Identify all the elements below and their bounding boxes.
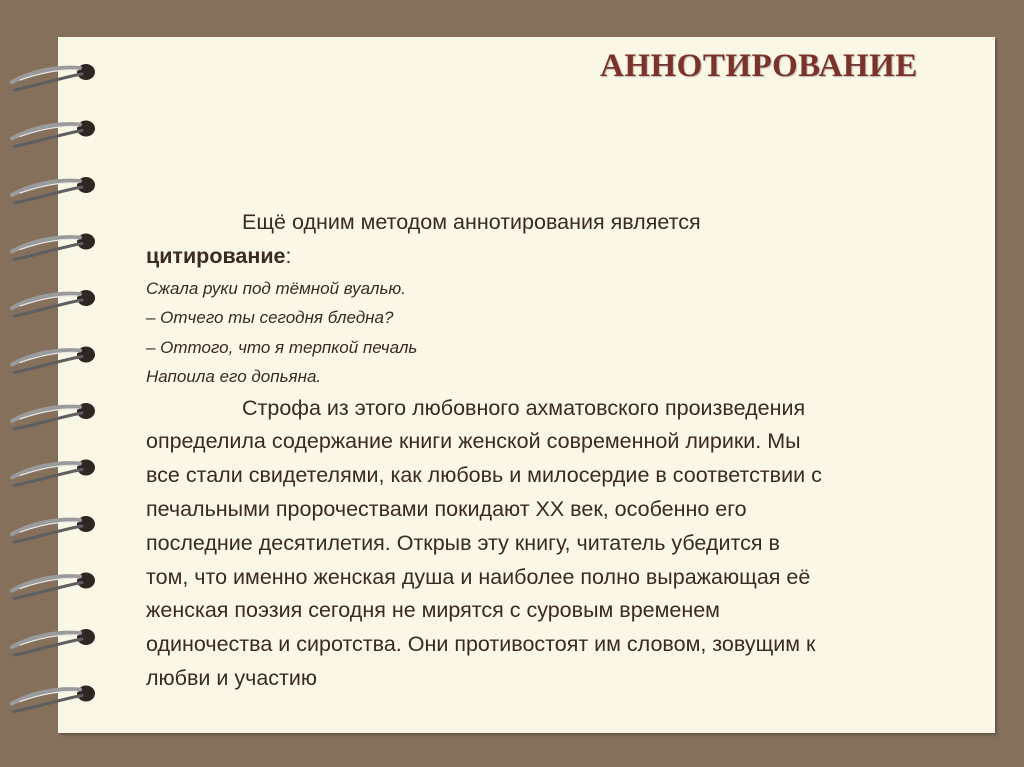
spiral-ring: [12, 516, 95, 542]
spiral-binding: [0, 0, 110, 767]
verse-line: Напоила его допьяна.: [146, 367, 322, 387]
spiral-ring: [12, 460, 95, 486]
spiral-ring: [12, 64, 95, 90]
spiral-ring: [12, 403, 95, 429]
paragraph-line: последние десятилетия. Открыв эту книгу, читатель убедится в: [146, 530, 780, 555]
intro-term-line: [146, 240, 976, 274]
paragraph-line: любви и участию: [146, 665, 318, 690]
spiral-ring: [12, 177, 95, 203]
spiral-ring: [12, 121, 95, 147]
spiral-ring: [12, 686, 95, 712]
verse-line: Сжала руки под тёмной вуалью.: [146, 278, 406, 298]
spiral-ring: [12, 629, 95, 655]
term-citation: цитирование: [146, 243, 286, 268]
verse-line: – Отчего ты сегодня бледна?: [146, 308, 394, 328]
paragraph-line: Строфа из этого любовного ахматовского произведения: [242, 395, 806, 420]
paragraph-line: определила содержание книги женской современной лирики. Мы: [146, 429, 801, 454]
spiral-ring: [12, 234, 95, 260]
slide-title: АННОТИРОВАНИЕ: [600, 48, 918, 84]
spiral-ring: [12, 573, 95, 599]
spiral-ring: [12, 290, 95, 316]
paragraph-line: том, что именно женская душа и наиболее полно выражающая её: [146, 564, 811, 589]
slide-body: [146, 206, 976, 696]
paragraph-line: одиночества и сиротства. Они противостоят им словом, зовущим к: [146, 632, 816, 657]
paragraph-line: все стали свидетелями, как любовь и милосердие в соответствии с: [146, 463, 822, 488]
paragraph-line: печальными пророчествами покидают XX век, особенно его: [146, 496, 747, 521]
intro-line: Ещё одним методом аннотирования является: [242, 210, 701, 234]
paragraph-line: женская поэзия сегодня не мирятся с суровым временем: [146, 598, 720, 623]
term-colon: :: [285, 243, 292, 268]
spiral-ring: [12, 347, 95, 373]
verse-line: – Оттого, что я терпкой печаль: [146, 337, 418, 357]
